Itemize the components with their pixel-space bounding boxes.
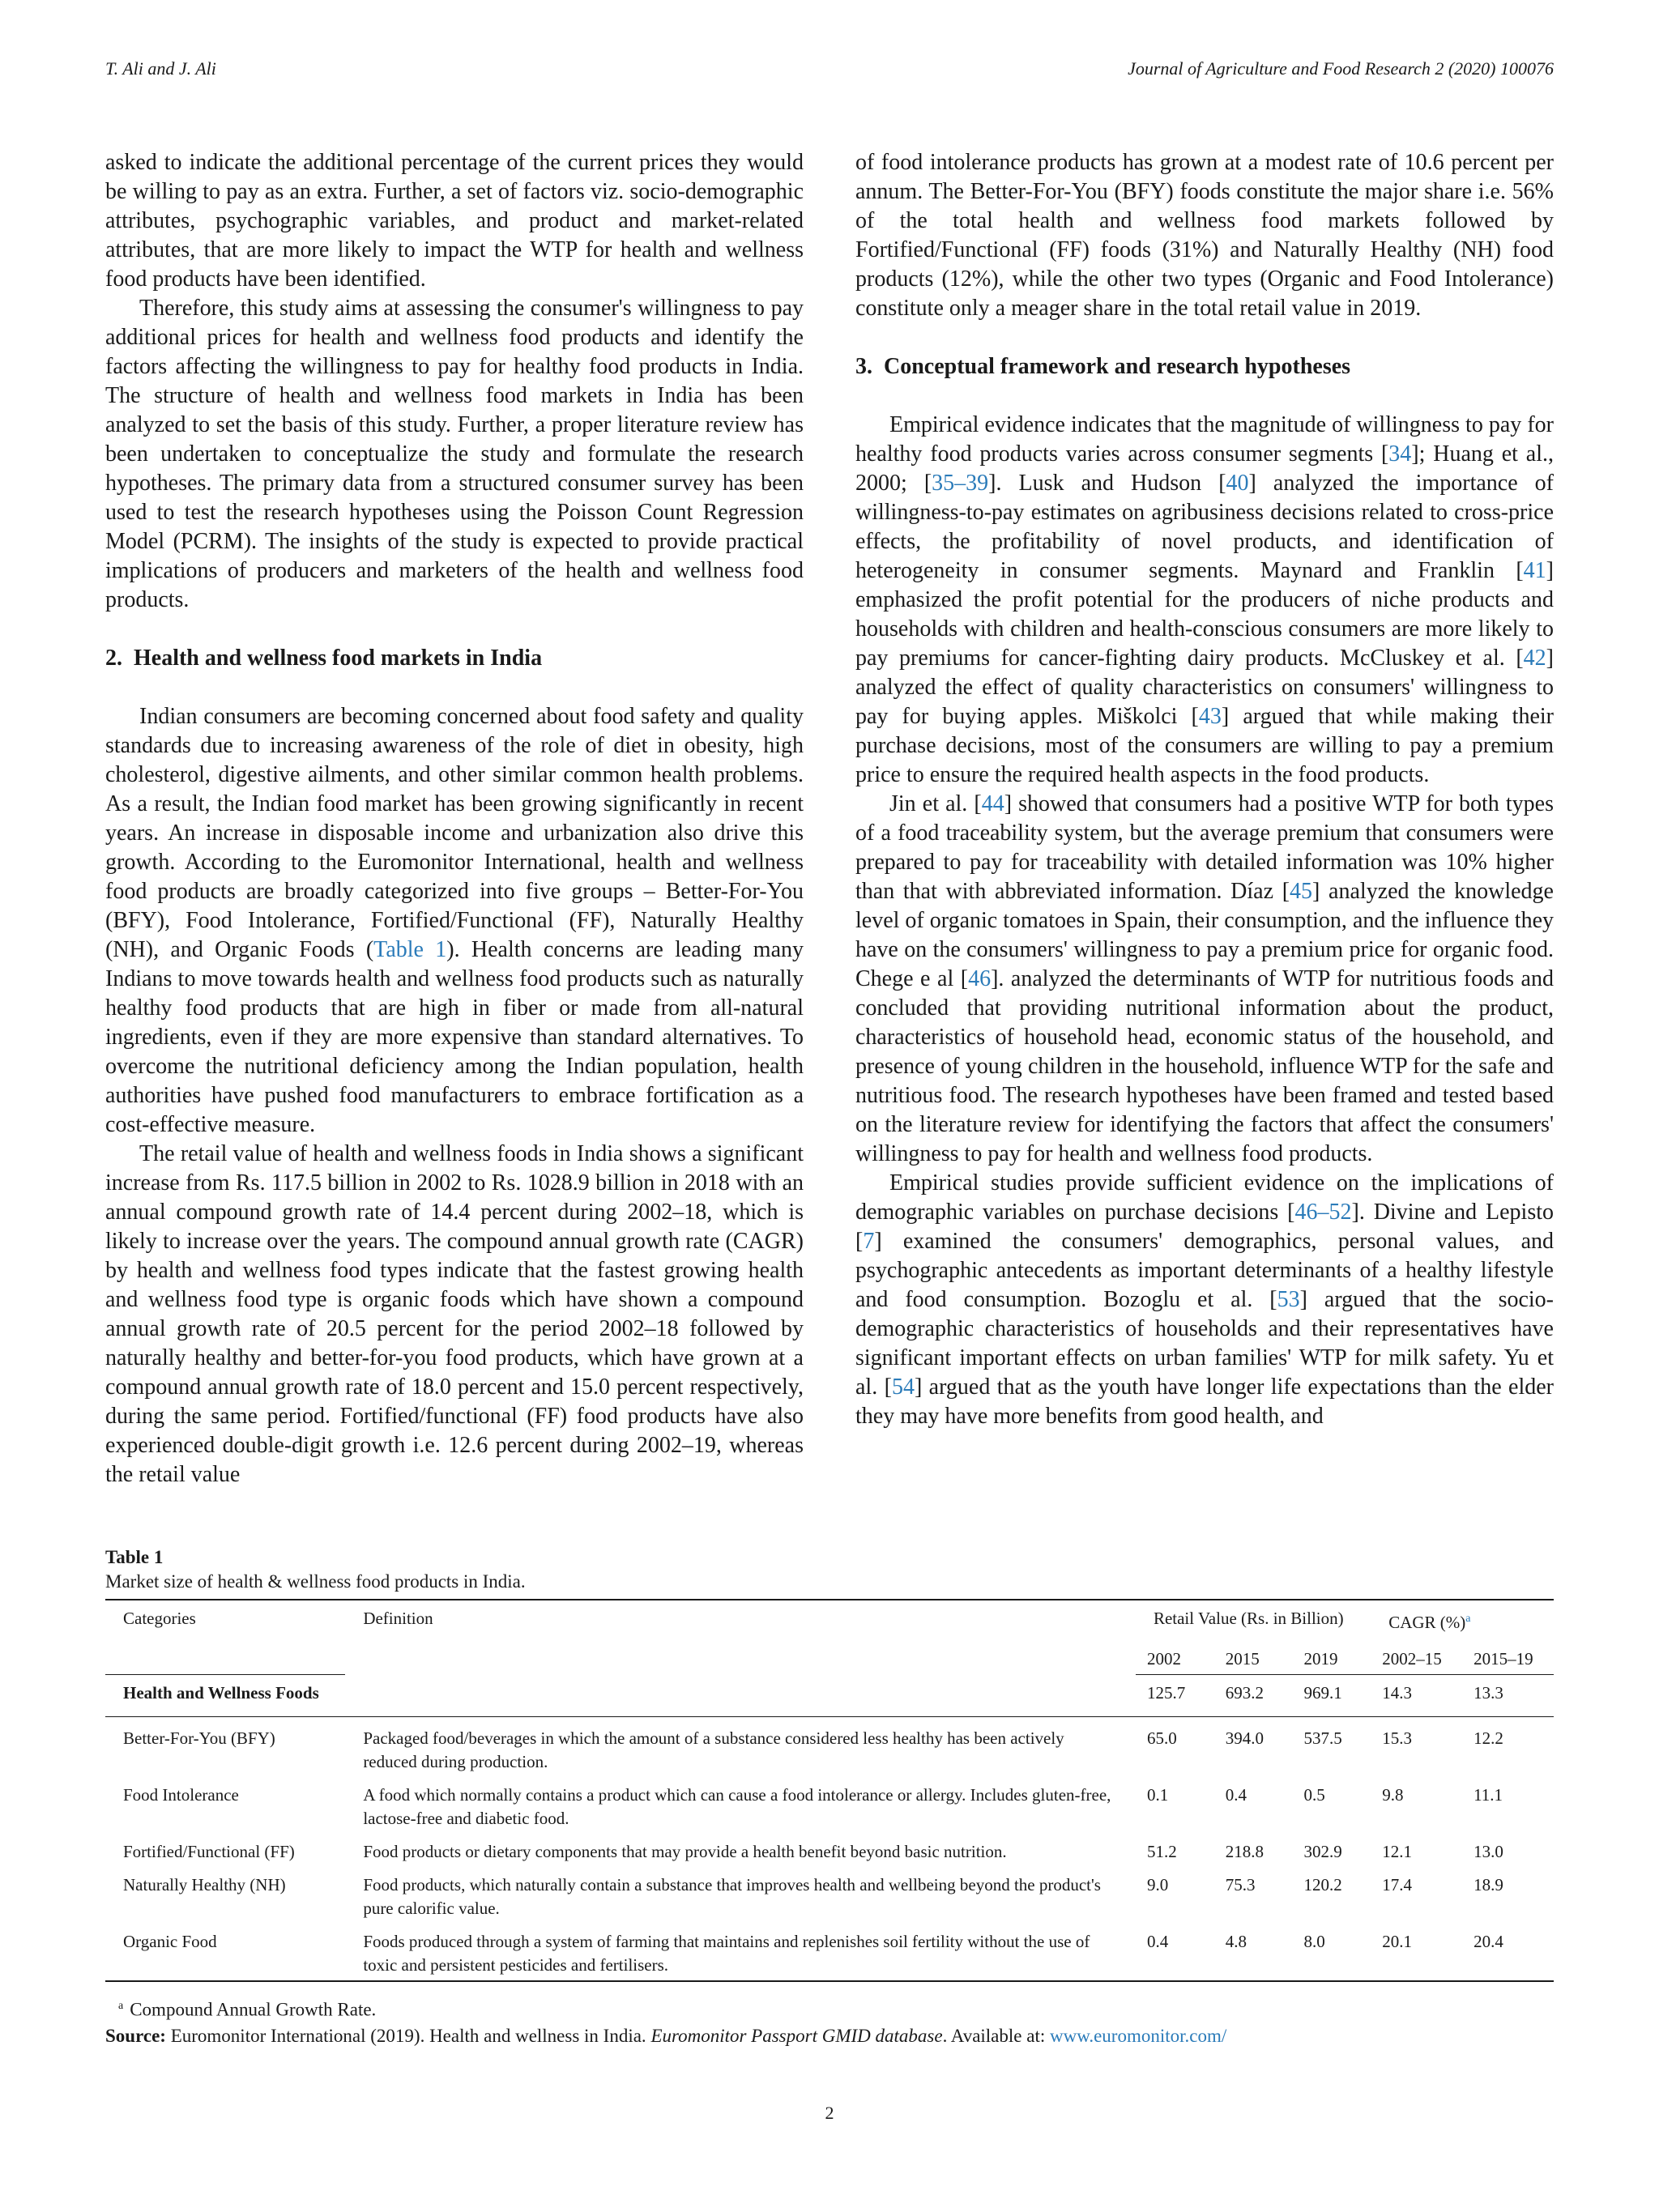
source-database: Euromonitor Passport GMID database [650, 2025, 943, 2046]
citation-link[interactable]: 35–39 [932, 471, 989, 496]
paragraph: asked to indicate the additional percentage of the current prices they would be willing to pay as an extra. Further, a set of factors viz. socio-demographic attributes, psychographic variables, and product and market-related attributes, that are more likely to impact the WTP for health and wellness food products have been identified. [105, 150, 804, 292]
cell-cagr-2002-15: 14.3 [1382, 1683, 1412, 1703]
footnote-marker: a [1465, 1613, 1471, 1625]
citation-link[interactable]: 34 [1388, 441, 1412, 467]
row-category: Fortified/Functional (FF) [123, 1842, 295, 1861]
cell-2015: 693.2 [1225, 1683, 1264, 1703]
cell-cagr-2002-15: 12.1 [1382, 1842, 1412, 1861]
citation-link[interactable]: 40 [1226, 471, 1249, 496]
section-title: Health and wellness food markets in India [134, 646, 543, 671]
row-category: Organic Food [123, 1932, 217, 1951]
row-definition: Food products or dietary components that may provide a health benefit beyond basic nutrition. [363, 1842, 1007, 1861]
footnote-marker: a [118, 2000, 124, 2012]
cell-2015: 4.8 [1225, 1932, 1247, 1951]
table-row [105, 1777, 1554, 1834]
cell-2002: 0.4 [1146, 1932, 1169, 1951]
source-label: Source: [105, 2025, 166, 2046]
table-source: Source: Euromonitor International (2019). Health and wellness in India. Euromonitor Passport GMID database. Available at: www.euromonitor.com/ [105, 2025, 1227, 2046]
cell-2002: 51.2 [1146, 1842, 1177, 1861]
header-definition: Definition [363, 1609, 433, 1628]
cell-2019: 8.0 [1303, 1932, 1325, 1951]
row-category: Health and Wellness Foods [123, 1683, 319, 1703]
header-period: 2002–15 [1371, 1638, 1462, 1675]
page-number: 2 [825, 2103, 834, 2123]
cell-cagr-2015-19: 12.2 [1462, 1717, 1554, 1778]
paragraph: Indian consumers are becoming concerned about food safety and quality standards due to increasing awareness of the role of diet in obesity, high cholesterol, digestive ailments, and other similar common health problems. As a result, the Indian food market has been growing significantly in recent years. An increase in disposable income and urbanization also drive this growth. According to the Euromonitor International, health and wellness food products are broadly categorized into five groups – Better-For-You (BFY), Food Intolerance, Fortified/Functional (FF), Naturally Healthy (NH), and Organic Foods (Table 1). Health concerns are leading many Indians to move towards health and wellness food products such as naturally healthy food products that are high in fiber or made from all-natural ingredients, even if they are more expensive than standard alternatives. To overcome the nutritional deficiency among the Indian population, health authorities have pushed food manufacturers to embrace fortification as a cost-effective measure. [105, 704, 804, 1137]
table-row [105, 1717, 1554, 1778]
row-definition: Packaged food/beverages in which the amount of a substance considered less healthy has been actively reduced during production. [345, 1717, 1136, 1778]
citation-link[interactable]: 45 [1290, 879, 1313, 904]
cell-2019: 969.1 [1303, 1683, 1342, 1703]
table-row-total [105, 1675, 1554, 1717]
header-authors: T. Ali and J. Ali [105, 58, 216, 79]
left-column [105, 148, 804, 1490]
citation-link[interactable]: 46 [968, 966, 992, 991]
header-year: 2015 [1214, 1638, 1293, 1675]
table-footnote: $^a$ Compound Annual Growth Rate. [118, 1999, 377, 2020]
paragraph: Therefore, this study aims at assessing the consumer's willingness to pay additional prices for health and wellness food products and identify the factors affecting the willingness to pay for healthy food products in India. The structure of health and wellness food markets in India has been analyzed to set the basis of this study. Further, a proper literature review has been undertaken to conceptualize the study and formulate the research hypotheses. The primary data from a structured consumer survey has been used to test the research hypotheses using the Poisson Count Regression Model (PCRM). The insights of the study is expected to provide practical implications of producers and marketers of the health and wellness food products. [105, 296, 804, 612]
section-title: Conceptual framework and research hypotheses [884, 354, 1351, 379]
row-definition: Food products, which naturally contain a substance that improves health and wellbeing beyond the product's pure calorific value. [363, 1875, 1101, 1918]
market-size-table [105, 1599, 1554, 1982]
header-cagr: CAGR (%)$^a$ [1388, 1613, 1471, 1632]
cell-2015: 0.4 [1225, 1785, 1247, 1805]
header-period: 2015–19 [1462, 1638, 1554, 1675]
table-row [105, 1924, 1554, 1981]
cell-2015: 218.8 [1225, 1842, 1264, 1861]
section-heading [855, 352, 1554, 381]
citation-link[interactable]: 7 [863, 1229, 875, 1254]
row-definition: Foods produced through a system of farming that maintains and replenishes soil fertility without the use of toxic and persistent pesticides and fertilisers. [363, 1932, 1090, 1975]
cell-cagr-2015-19: 11.1 [1473, 1785, 1503, 1805]
table-1 [105, 1545, 1554, 2049]
cell-2019: 537.5 [1292, 1717, 1371, 1778]
row-category: Naturally Healthy (NH) [123, 1875, 286, 1894]
cell-2002: 0.1 [1146, 1785, 1169, 1805]
citation-link[interactable]: 42 [1523, 646, 1546, 671]
table-caption: Market size of health & wellness food products in India. [105, 1571, 526, 1592]
table-1-link[interactable]: Table 1 [373, 937, 447, 962]
cell-2015: 75.3 [1225, 1875, 1256, 1894]
paragraph: Jin et al. [44] showed that consumers had a positive WTP for both types of a food traceability system, but the average premium that consumers were prepared to pay for traceability with detailed information was 10% higher than that with abbreviated information. Díaz [45] analyzed the knowledge level of organic tomatoes in Spain, their consumption, and the influence they have on the consumers' willingness to pay a premium price for organic food. Chege e al [46]. analyzed the determinants of WTP for nutritious foods and concluded that providing nutritional information about the product, characteristics of household head, economic status of the household, and presence of young children in the household, influence WTP for the safe and nutritious food. The research hypotheses have been framed and tested based on the literature review for identifying the factors that affect the consumers' willingness to pay for health and wellness food products. [855, 791, 1554, 1166]
citation-link[interactable]: 44 [981, 791, 1004, 816]
paragraph: Empirical studies provide sufficient evidence on the implications of demographic variables on purchase decisions [46–52]. Divine and Lepisto [7] examined the consumers' demographics, personal values, and psychographic antecedents as important determinants of a healthy lifestyle and food consumption. Bozoglu et al. [53] argued that the socio-demographic characteristics of households and their representatives have significant important effects on urban families' WTP for milk safety. Yu et al. [54] argued that as the youth have longer life expectations than the elder they may have more benefits from good health, and [855, 1170, 1555, 1429]
paragraph: The retail value of health and wellness foods in India shows a significant increase from Rs. 117.5 billion in 2002 to Rs. 1028.9 billion in 2018 with an annual compound growth rate of 14.4 percent during 2002–18, which is likely to increase over the years. The compound annual growth rate (CAGR) by health and wellness food types indicate that the fastest growing health and wellness food type is organic foods which have shown a compound annual growth rate of 20.5 percent for the period 2002–18 followed by naturally healthy and better-for-you food products, which have grown at a compound annual growth rate of 18.0 percent and 15.0 percent respectively, during the same period. Fortified/functional (FF) food products have also experienced double-digit growth i.e. 12.6 percent during 2002–19, whereas the retail value [105, 1141, 804, 1487]
cell-2002: 9.0 [1146, 1875, 1169, 1894]
cell-cagr-2015-19: 18.9 [1473, 1875, 1503, 1894]
citation-link[interactable]: 46–52 [1294, 1200, 1352, 1225]
paragraph: of food intolerance products has grown at a modest rate of 10.6 percent per annum. The Better-For-You (BFY) foods constitute the major share i.e. 56% of the total health and wellness food markets followed by Fortified/Functional (FF) foods (31%) and Naturally Healthy (NH) food products (12%), while the other two types (Organic and Food Intolerance) constitute only a meager share in the total retail value in 2019. [855, 150, 1554, 321]
section-number: 3. [855, 354, 872, 379]
header-journal: Journal of Agriculture and Food Research 2 (2020) 100076 [1128, 58, 1554, 79]
paragraph: Empirical evidence indicates that the magnitude of willingness to pay for healthy food products varies across consumer segments [34]; Huang et al., 2000; [35–39]. Lusk and Hudson [40] analyzed the importance of willingness-to-pay estimates on agribusiness decisions related to cross-price effects, the profitability of novel products, and identification of heterogeneity in consumer segments. Maynard and Franklin [41] emphasized the profit potential for the producers of niche products and households with children and health-conscious consumers are more likely to pay premiums for cancer-fighting dairy products. McCluskey et al. [42] analyzed the effect of quality characteristics on consumers' willingness to pay for buying apples. Miškolci [43] argued that while making their purchase decisions, most of the consumers are willing to pay a premium price to ensure the required health aspects in the food products. [855, 412, 1554, 787]
cell-2015: 394.0 [1214, 1717, 1293, 1778]
row-category: Food Intolerance [123, 1785, 239, 1805]
running-head [105, 58, 1554, 83]
cell-2002: 65.0 [1136, 1717, 1214, 1778]
citation-link[interactable]: 53 [1277, 1287, 1300, 1312]
cell-cagr-2002-15: 15.3 [1371, 1717, 1462, 1778]
section-heading [105, 644, 804, 673]
section-number: 2. [105, 646, 122, 671]
cell-cagr-2015-19: 20.4 [1473, 1932, 1503, 1951]
source-url-link[interactable]: www.euromonitor.com/ [1049, 2025, 1227, 2046]
citation-link[interactable]: 41 [1523, 558, 1546, 583]
citation-link[interactable]: 43 [1198, 704, 1222, 729]
cell-cagr-2002-15: 17.4 [1382, 1875, 1412, 1894]
cell-2019: 302.9 [1303, 1842, 1342, 1861]
row-definition: A food which normally contains a product which can cause a food intolerance or allergy. Includes gluten-free, lactose-free and diabetic food. [363, 1785, 1111, 1828]
cell-cagr-2002-15: 9.8 [1382, 1785, 1404, 1805]
cell-cagr-2002-15: 20.1 [1382, 1932, 1412, 1951]
row-category: Better-For-You (BFY) [105, 1717, 345, 1778]
cell-cagr-2015-19: 13.0 [1473, 1842, 1503, 1861]
table-row [105, 1867, 1554, 1924]
table-label: Table 1 [105, 1547, 164, 1567]
header-year: 2019 [1292, 1638, 1371, 1675]
citation-link[interactable]: 54 [891, 1375, 915, 1400]
cell-2019: 120.2 [1303, 1875, 1342, 1894]
right-column [855, 148, 1554, 1431]
cell-2019: 0.5 [1303, 1785, 1325, 1805]
table-row [105, 1834, 1554, 1867]
cell-cagr-2015-19: 13.3 [1473, 1683, 1503, 1703]
header-categories: Categories [105, 1600, 345, 1675]
header-year: 2002 [1136, 1638, 1214, 1675]
cell-2002: 125.7 [1146, 1683, 1186, 1703]
header-retail-value: Retail Value (Rs. in Billion) [1153, 1609, 1344, 1628]
